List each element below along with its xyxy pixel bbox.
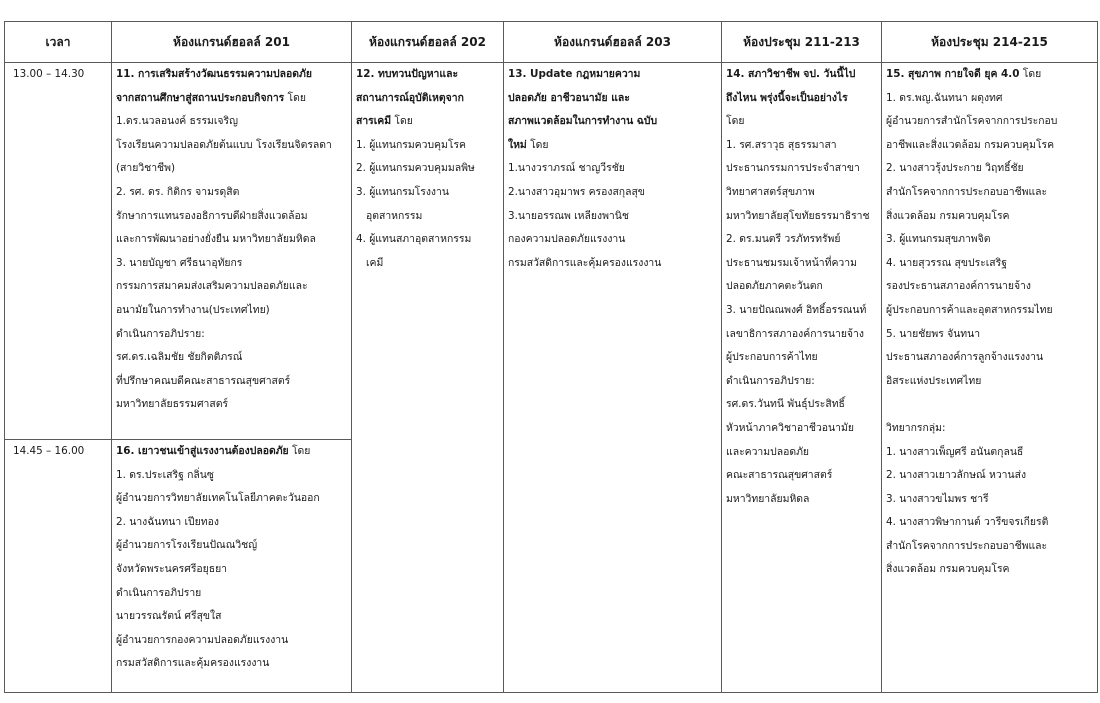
slot-row-1	[5, 63, 1098, 440]
session-11-line: มหาวิทยาลัยธรรมศาสตร์	[116, 398, 229, 411]
session-15-line: สำนักโรคจากการประกอบอาชีพและ	[886, 185, 1048, 198]
session-12-line: เคมี	[366, 256, 384, 269]
session-14-line: คณะสาธารณสุขศาสตร์	[726, 469, 833, 482]
session-12-by: โดย	[391, 115, 413, 128]
session-12-title-1: 12. ทบทวนปัญหาและ	[356, 68, 459, 80]
session-16-title-1: 16. เยาวชนเข้าสู่แรงงานต้องปลอดภัย	[116, 445, 289, 457]
session-16-line: ผู้อำนวยการกองความปลอดภัยแรงงาน	[116, 633, 289, 646]
session-14-line: ผู้ประกอบการค้าไทย	[726, 351, 818, 364]
session-12-line: 1. ผู้แทนกรมควบคุมโรค	[356, 138, 466, 151]
session-15-line: ผู้ประกอบการค้าและอุตสาหกรรมไทย	[886, 303, 1053, 316]
session-12	[352, 63, 504, 693]
session-16-line: นายวรรณรัตน์ ศรีสุขใส	[116, 610, 222, 623]
session-14-line: ปลอดภัยภาคตะวันตก	[726, 280, 823, 293]
session-15-line: 3. ผู้แทนกรมสุขภาพจิต	[886, 233, 991, 246]
session-15-line: 1. ดร.พญ.ฉันทนา ผดุงทศ	[886, 91, 1003, 104]
session-12-title-3: สารเคมี	[356, 115, 392, 128]
session-14-line: และความปลอดภัย	[726, 445, 810, 458]
session-16-line: ดำเนินการอภิปราย	[116, 586, 202, 599]
session-13-title-1: 13. Update กฎหมายความ	[508, 68, 641, 80]
session-11-line: รศ.ดร.เฉลิมชัย ชัยกิตติภรณ์	[116, 351, 243, 364]
session-11-line: โรงเรียนความปลอดภัยต้นแบบ โรงเรียนจิตรลดา	[116, 138, 332, 151]
session-14-line: 1. รศ.สราวุธ สุธรรมาสา	[726, 138, 837, 151]
session-11-line: (สายวิชาชีพ)	[116, 162, 175, 175]
session-15-line: ผู้อำนวยการสำนักโรคจากการประกอบ	[886, 115, 1058, 128]
session-12-line: 3. ผู้แทนกรมโรงงาน	[356, 185, 449, 198]
session-11-line: 2. รศ. ดร. กิติกร จามรดุสิต	[116, 185, 240, 198]
session-16-line: ผู้อำนวยการโรงเรียนปัณณวิชญ์	[116, 539, 258, 552]
session-15-line: สิ่งแวดล้อม กรมควบคุมโรค	[886, 209, 1010, 222]
header-room-214-215: ห้องประชุม 214-215	[882, 22, 1098, 63]
session-11-line: 3. นายบัญชา ศรีธนาอุทัยกร	[116, 256, 243, 269]
session-14-line: 2. ดร.มนตรี วรภัทรทรัพย์	[726, 233, 841, 246]
session-11-line: รักษาการแทนรองอธิการบดีฝ่ายสิ่งแวดล้อม	[116, 209, 308, 222]
session-16-line: กรมสวัสดิการและคุ้มครองแรงงาน	[116, 657, 270, 670]
header-room-211-213: ห้องประชุม 211-213	[722, 22, 882, 63]
session-15-line: 2. นางสาวเยาวลักษณ์ หวานส่ง	[886, 469, 1027, 482]
session-15-line: 5. นายชัยพร จันทนา	[886, 327, 981, 340]
session-14-line: หัวหน้าภาควิชาอาชีวอนามัย	[726, 421, 854, 434]
session-16-line: 1. ดร.ประเสริฐ กลิ่นซู	[116, 468, 214, 481]
header-row	[5, 22, 1098, 63]
session-14-title-2: ถึงไหน พรุ่งนี้จะเป็นอย่างไร	[726, 91, 848, 104]
session-13-line: กองความปลอดภัยแรงงาน	[508, 233, 626, 246]
session-11	[112, 63, 352, 440]
session-15-line: สิ่งแวดล้อม กรมควบคุมโรค	[886, 563, 1010, 576]
session-15-line: อิสระแห่งประเทศไทย	[886, 374, 982, 387]
session-11-line: กรรมการสมาคมส่งเสริมความปลอดภัยและ	[116, 280, 308, 293]
session-14-line: 3. นายปัณณพงศ์ อิทธิ์อรรณนท์	[726, 303, 867, 316]
session-15-line: 2. นางสาวรุ้งประกาย วิฤทธิ์ชัย	[886, 162, 1024, 175]
session-16-line: ผู้อำนวยการวิทยาลัยเทคโนโลยีภาคตะวันออก	[116, 492, 320, 505]
session-14-line: วิทยาศาสตร์สุขภาพ	[726, 185, 815, 198]
session-15-line: ประธานสภาองค์การลูกจ้างแรงงาน	[886, 351, 1044, 364]
session-15-line: 3. นางสาวขไมพร ชารี	[886, 492, 989, 505]
session-11-line: ดำเนินการอภิปราย:	[116, 327, 205, 340]
session-15-line: วิทยากรกลุ่ม:	[886, 421, 946, 434]
schedule-table	[4, 21, 1098, 693]
session-11-line: อนามัยในการทำงาน(ประเทศไทย)	[116, 303, 270, 316]
session-14-line: ประธานกรรมการประจำสาขา	[726, 162, 860, 175]
session-14-line: เลขาธิการสภาองค์การนายจ้าง	[726, 327, 864, 340]
session-16	[112, 440, 352, 693]
session-12-line: 2. ผู้แทนกรมควบคุมมลพิษ	[356, 162, 475, 175]
session-15-line: 4. นายสุวรรณ สุขประเสริฐ	[886, 256, 1007, 269]
session-13-line: กรมสวัสดิการและคุ้มครองแรงงาน	[508, 256, 662, 269]
session-14-title-1: 14. สภาวิชาชีพ จป. วันนี้ไป	[726, 68, 856, 80]
session-13-line: 1.นางวราภรณ์ ชาญวีรชัย	[508, 162, 625, 175]
session-15-line: สำนักโรคจากการประกอบอาชีพและ	[886, 539, 1048, 552]
session-14-line: รศ.ดร.วันทนี พันธุ์ประสิทธิ์	[726, 398, 845, 411]
session-11-by: โดย	[284, 91, 306, 104]
session-13-title-3: สภาพแวดล้อมในการทำงาน ฉบับ	[508, 115, 658, 128]
header-room-203: ห้องแกรนด์ฮอลล์ 203	[504, 22, 722, 63]
header-room-202: ห้องแกรนด์ฮอลล์ 202	[352, 22, 504, 63]
session-13-line: 2.นางสาวอุมาพร ครองสกุลสุข	[508, 185, 645, 198]
session-11-line: และการพัฒนาอย่างยั่งยืน มหาวิทยาลัยมหิดล	[116, 233, 316, 246]
session-15-line: 1. นางสาวเพ็ญศรี อนันตกุลนธี	[886, 445, 1024, 458]
session-14-line: ประธานชมรมเจ้าหน้าที่ความ	[726, 256, 857, 269]
session-14-line: ดำเนินการอภิปราย:	[726, 374, 815, 387]
session-14-by: โดย	[726, 115, 745, 128]
session-14-line: มหาวิทยาลัยสุโขทัยธรรมาธิราช	[726, 209, 870, 222]
session-13-line: 3.นายอรรณพ เหลียงพานิช	[508, 209, 629, 222]
session-15-spacer	[886, 393, 1097, 417]
header-room-201: ห้องแกรนด์ฮอลล์ 201	[112, 22, 352, 63]
session-16-line: 2. นางฉันทนา เปียทอง	[116, 515, 219, 528]
session-15-line: 4. นางสาวพิษากานต์ วารีขจรเกียรติ	[886, 516, 1049, 529]
session-12-line: 4. ผู้แทนสภาอุตสาหกรรม	[356, 233, 472, 246]
session-11-line: 1.ดร.นวลอนงค์ ธรรมเจริญ	[116, 115, 238, 128]
session-12-title-2: สถานการณ์อุบัติเหตุจาก	[356, 91, 464, 104]
time-slot-1: 13.00 – 14.30	[5, 63, 112, 440]
session-13-by: โดย	[526, 138, 549, 151]
session-11-line: ที่ปรึกษาคณบดีคณะสาธารณสุขศาสตร์	[116, 374, 291, 387]
session-15-line: อาชีพและสิ่งแวดล้อม กรมควบคุมโรค	[886, 138, 1055, 151]
session-11-title-2: จากสถานศึกษาสู่สถานประกอบกิจการ	[116, 91, 285, 104]
session-15-line: รองประธานสภาองค์การนายจ้าง	[886, 280, 1031, 293]
header-time: เวลา	[5, 22, 112, 63]
session-15	[882, 63, 1098, 693]
time-slot-2: 14.45 – 16.00	[5, 440, 112, 693]
session-13-title-4: ใหม่	[508, 138, 527, 151]
session-15-title-1: 15. สุขภาพ กายใจดี ยุค 4.0	[886, 68, 1020, 80]
session-16-line: จังหวัดพระนครศรีอยุธยา	[116, 562, 228, 575]
session-15-by: โดย	[1019, 68, 1042, 80]
session-12-line: อุตสาหกรรม	[366, 209, 423, 222]
session-11-title-1: 11. การเสริมสร้างวัฒนธรรมความปลอดภัย	[116, 68, 312, 80]
session-14-line: มหาวิทยาลัยมหิดล	[726, 492, 810, 505]
session-14	[722, 63, 882, 693]
session-13-title-2: ปลอดภัย อาชีวอนามัย และ	[508, 91, 630, 104]
session-13	[504, 63, 722, 693]
session-16-by: โดย	[288, 445, 311, 457]
